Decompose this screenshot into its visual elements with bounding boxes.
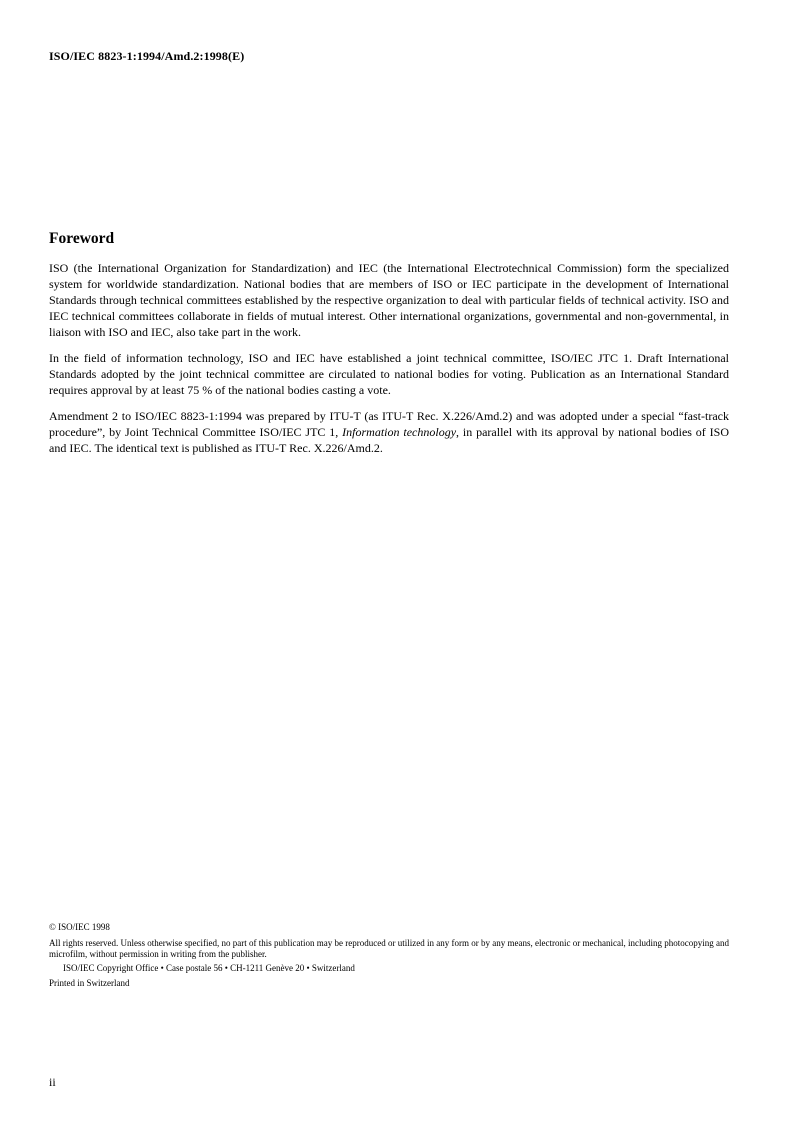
page-number: ii: [49, 1075, 56, 1089]
foreword-paragraph-2: In the field of information technology, ISO and IEC have established a joint technical committee, ISO/IEC JTC 1. Draft International Standards adopted by the joint technical committee are circulated to national bodies for voting. Publication as an International Standard requires approval by at least 75 % of the national bodies casting a vote.: [49, 351, 729, 397]
foreword-title: Foreword: [49, 230, 115, 247]
printed-in-notice: Printed in Switzerland: [49, 978, 130, 988]
rights-statement: All rights reserved. Unless otherwise specified, no part of this publication may be reproduced or utilized in any form or by any means, electronic or mechanical, including photocopying and microfilm, without permission in writing from the publisher.: [49, 937, 729, 959]
foreword-paragraph-3-end: , in parallel with its approval by national bodies of ISO and IEC. The identical text is published as ITU-T Rec. X.226/Amd.2.: [49, 425, 730, 455]
foreword-section: [49, 229, 729, 466]
foreword-paragraph-3-italic: Information technology: [342, 425, 457, 439]
foreword-paragraph-3: [49, 408, 729, 456]
copyright-block: [49, 922, 729, 990]
document-id-header: ISO/IEC 8823-1:1994/Amd.2:1998(E): [49, 49, 245, 63]
copyright-notice: © ISO/IEC 1998: [49, 922, 110, 932]
foreword-paragraph-1: ISO (the International Organization for Standardization) and IEC (the International Electrotechnical Commission) form the specialized system for worldwide standardization. National bodies that are members of ISO or IEC participate in the development of International Standards through technical committees established by the respective organization to deal with particular fields of technical activity. ISO and IEC technical committees collaborate in fields of mutual interest. Other international organizations, governmental and non-governmental, in liaison with ISO and IEC, also take part in the work.: [49, 261, 729, 339]
copyright-office-address: ISO/IEC Copyright Office • Case postale 56 • CH-1211 Genève 20 • Switzerland: [63, 962, 355, 973]
foreword-paragraph-3-start: Amendment 2 to ISO/IEC 8823-1:1994 was prepared by ITU-T (as ITU-T Rec. X.226/Amd.2) and was adopted under a special “fast-track procedure”, by Joint Technical Committee ISO/IEC JTC 1,: [49, 409, 729, 439]
